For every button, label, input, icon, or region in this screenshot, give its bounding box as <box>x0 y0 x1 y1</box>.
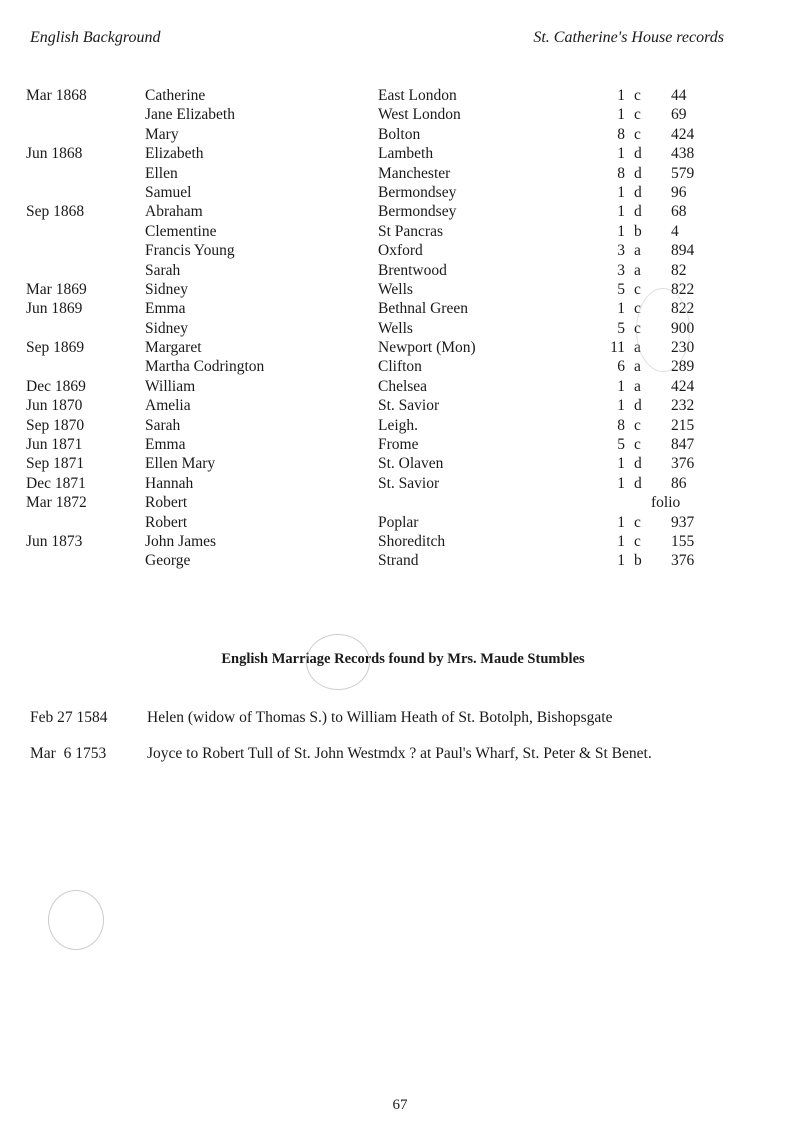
record-name: Sarah <box>145 261 181 279</box>
record-name: Sidney <box>145 280 189 298</box>
record-district: Chelsea <box>378 377 428 395</box>
record-volume: 5 <box>617 280 625 298</box>
record-district: St Pancras <box>378 222 444 240</box>
record-date: Jun 1869 <box>26 300 83 318</box>
record-row <box>0 222 800 241</box>
record-volume: 1 <box>617 203 625 221</box>
record-volume: 1 <box>617 532 625 550</box>
record-row <box>0 183 800 202</box>
record-district: St. Savior <box>378 474 440 492</box>
record-row <box>0 435 800 454</box>
record-volume: 1 <box>617 552 625 570</box>
record-name: Robert <box>145 494 188 512</box>
record-district: East London <box>378 87 457 104</box>
record-district: Leigh. <box>378 416 419 434</box>
record-page: folio <box>651 494 681 512</box>
record-volume-letter: a <box>634 242 641 260</box>
record-name: George <box>145 552 191 570</box>
record-date: Mar 1872 <box>26 494 87 512</box>
record-name: Emma <box>145 436 186 454</box>
record-page: 96 <box>671 183 687 201</box>
marriage-date: Mar 6 1753 <box>30 745 107 762</box>
stamp-mark <box>636 288 690 372</box>
record-row <box>0 532 800 551</box>
record-page: 822 <box>671 280 695 298</box>
record-volume: 1 <box>617 474 625 492</box>
stamp-mark <box>48 890 104 950</box>
record-page: 215 <box>671 416 695 434</box>
marriage-text: Joyce to Robert Tull of St. John Westmdx ? at Paul's Wharf, St. Peter & St Benet. <box>147 745 652 762</box>
record-volume-letter: a <box>634 339 641 357</box>
record-volume-letter: c <box>634 300 641 318</box>
record-row <box>0 164 800 183</box>
record-volume: 1 <box>617 183 625 201</box>
record-volume-letter: d <box>634 203 642 221</box>
record-date: Jun 1873 <box>26 532 83 550</box>
record-volume: 8 <box>617 125 625 143</box>
record-volume-letter: c <box>634 106 641 124</box>
record-volume-letter: d <box>634 455 642 473</box>
record-name: Martha Codrington <box>145 358 265 376</box>
record-name: Hannah <box>145 474 194 492</box>
record-row <box>0 454 800 473</box>
record-name: Elizabeth <box>145 145 204 163</box>
record-row <box>0 105 800 124</box>
record-volume-letter: c <box>634 532 641 550</box>
page-number: 67 <box>392 1097 408 1113</box>
record-volume-letter: c <box>634 416 641 434</box>
record-row <box>0 261 800 280</box>
record-name: Amelia <box>145 397 191 415</box>
record-volume-letter: b <box>634 552 642 570</box>
record-district: Lambeth <box>378 145 434 163</box>
record-page: 937 <box>671 513 695 531</box>
record-volume: 11 <box>610 339 625 357</box>
record-name: Ellen Mary <box>145 455 216 473</box>
record-page: 82 <box>671 261 687 279</box>
record-date: Sep 1869 <box>26 339 85 357</box>
header-right: St. Catherine's House records <box>533 29 724 46</box>
record-page: 86 <box>671 474 687 492</box>
record-volume: 5 <box>617 436 625 454</box>
record-volume: 8 <box>617 416 625 434</box>
record-row <box>0 377 800 396</box>
record-date: Jun 1868 <box>26 145 83 163</box>
record-page: 847 <box>671 436 695 454</box>
record-volume-letter: b <box>634 222 642 240</box>
record-page: 376 <box>671 552 695 570</box>
record-district: Manchester <box>378 164 451 182</box>
record-volume-letter: c <box>634 436 641 454</box>
record-row <box>0 493 800 512</box>
record-row <box>0 513 800 532</box>
record-district: St. Savior <box>378 397 440 415</box>
record-volume: 1 <box>617 377 625 395</box>
record-date: Mar 1868 <box>26 87 87 104</box>
record-row <box>0 551 800 570</box>
record-page: 424 <box>671 125 695 143</box>
record-volume-letter: d <box>634 164 642 182</box>
record-volume-letter: c <box>634 319 641 337</box>
record-page: 69 <box>671 106 687 124</box>
record-district: Wells <box>378 319 413 337</box>
record-district: Bermondsey <box>378 203 457 221</box>
record-date: Mar 1869 <box>26 280 87 298</box>
record-district: Oxford <box>378 242 423 260</box>
record-volume: 1 <box>617 397 625 415</box>
record-page: 822 <box>671 300 695 318</box>
record-page: 289 <box>671 358 695 376</box>
record-volume: 3 <box>617 242 625 260</box>
record-page: 4 <box>671 222 679 240</box>
record-volume: 8 <box>617 164 625 182</box>
record-date: Dec 1871 <box>26 474 86 492</box>
record-name: Sidney <box>145 319 189 337</box>
record-volume-letter: c <box>634 280 641 298</box>
record-date: Jun 1871 <box>26 436 83 454</box>
record-district: Newport (Mon) <box>378 339 476 357</box>
record-name: John James <box>145 532 217 550</box>
record-page: 579 <box>671 164 695 182</box>
record-page: 438 <box>671 145 695 163</box>
record-page: 424 <box>671 377 695 395</box>
record-volume: 1 <box>617 300 625 318</box>
record-name: Samuel <box>145 183 192 201</box>
record-page: 68 <box>671 203 687 221</box>
record-volume-letter: d <box>634 183 642 201</box>
record-page: 44 <box>671 87 687 104</box>
marriage-date: Feb 27 1584 <box>30 709 108 726</box>
record-volume-letter: c <box>634 513 641 531</box>
record-name: Margaret <box>145 339 202 357</box>
record-row <box>0 474 800 493</box>
record-volume: 5 <box>617 319 625 337</box>
record-volume: 1 <box>617 222 625 240</box>
record-volume: 1 <box>617 513 625 531</box>
record-name: Clementine <box>145 222 217 240</box>
record-name: Jane Elizabeth <box>145 106 235 124</box>
marriage-section-title: English Marriage Records found by Mrs. Maude Stumbles <box>221 651 585 667</box>
record-page: 900 <box>671 319 695 337</box>
record-volume: 1 <box>617 87 625 104</box>
record-date: Dec 1869 <box>26 377 86 395</box>
record-name: William <box>145 377 196 395</box>
record-name: Ellen <box>145 164 178 182</box>
record-page: 155 <box>671 532 695 550</box>
record-row <box>0 241 800 260</box>
record-volume-letter: a <box>634 261 641 279</box>
record-name: Mary <box>145 125 179 143</box>
record-date: Sep 1868 <box>26 203 85 221</box>
record-name: Emma <box>145 300 186 318</box>
record-row <box>0 202 800 221</box>
record-volume-letter: d <box>634 145 642 163</box>
record-volume-letter: c <box>634 125 641 143</box>
record-row <box>0 416 800 435</box>
record-district: St. Olaven <box>378 455 444 473</box>
record-volume: 1 <box>617 145 625 163</box>
record-date: Sep 1871 <box>26 455 85 473</box>
record-row <box>0 396 800 415</box>
record-district: Shoreditch <box>378 532 446 550</box>
record-district: Bethnal Green <box>378 300 468 318</box>
record-volume: 1 <box>617 455 625 473</box>
record-district: Clifton <box>378 358 422 376</box>
record-volume-letter: a <box>634 358 641 376</box>
record-page: 376 <box>671 455 695 473</box>
record-name: Catherine <box>145 87 206 104</box>
record-row <box>0 86 800 105</box>
record-district: Bolton <box>378 125 421 143</box>
record-volume: 3 <box>617 261 625 279</box>
record-district: Brentwood <box>378 261 447 279</box>
record-name: Abraham <box>145 203 203 221</box>
record-district: Poplar <box>378 513 419 531</box>
record-row <box>0 125 800 144</box>
record-name: Robert <box>145 513 188 531</box>
record-date: Sep 1870 <box>26 416 85 434</box>
record-volume-letter: d <box>634 397 642 415</box>
record-district: Wells <box>378 280 413 298</box>
record-volume: 6 <box>617 358 625 376</box>
record-district: Frome <box>378 436 419 454</box>
record-page: 232 <box>671 397 695 415</box>
record-page: 894 <box>671 242 695 260</box>
record-date: Jun 1870 <box>26 397 83 415</box>
record-volume-letter: a <box>634 377 641 395</box>
record-district: West London <box>378 106 461 124</box>
record-volume: 1 <box>617 106 625 124</box>
stamp-mark <box>306 634 370 690</box>
header-left: English Background <box>30 29 161 46</box>
marriage-text: Helen (widow of Thomas S.) to William Heath of St. Botolph, Bishopsgate <box>147 709 613 726</box>
record-district: Bermondsey <box>378 183 457 201</box>
record-district: Strand <box>378 552 419 570</box>
record-name: Francis Young <box>145 242 235 260</box>
record-name: Sarah <box>145 416 181 434</box>
record-volume-letter: d <box>634 474 642 492</box>
record-row <box>0 144 800 163</box>
record-page: 230 <box>671 339 695 357</box>
record-volume-letter: c <box>634 87 641 104</box>
